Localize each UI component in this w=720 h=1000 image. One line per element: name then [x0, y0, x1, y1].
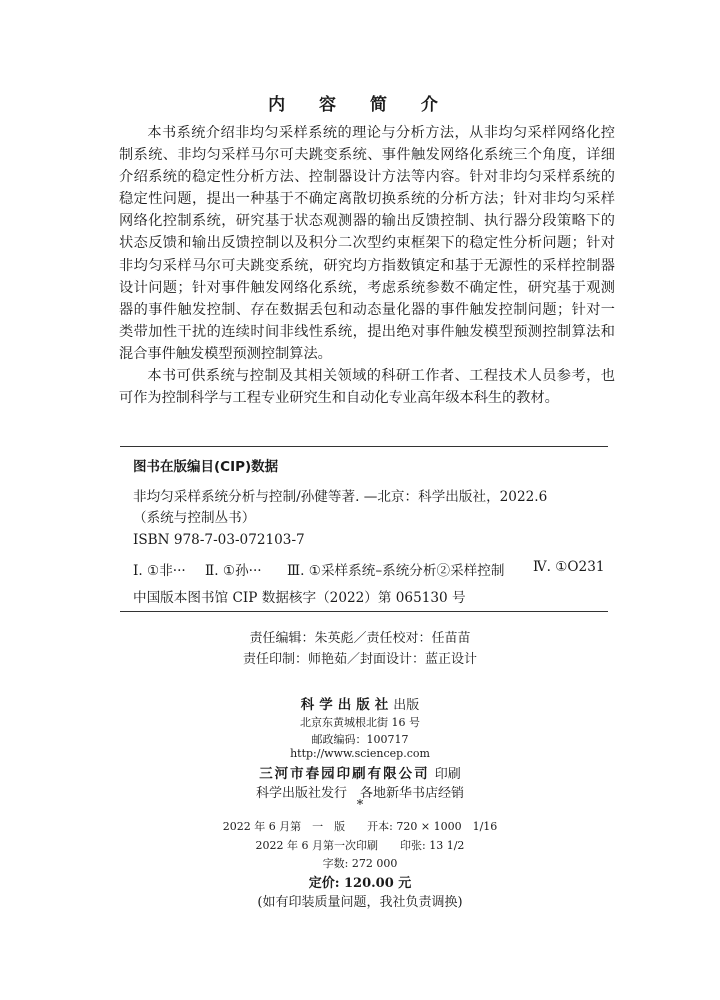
cip-title-line: 非均匀采样系统分析与控制/孙健等著. —北京：科学出版社，2022.6	[133, 489, 548, 505]
credits-production: 责任印制：师艳茹／封面设计：蓝正设计	[242, 652, 477, 667]
summary-paragraph: 本书系统介绍非均匀采样系统的理论与分析方法，从非均匀采样网络化控制系统、非均匀采样马尔可夫跳变系统、事件触发网络化系统三个角度，详细介绍系统的稳定性分析方法、控制器设计方法等内容。针对非均匀采样系统的稳定性问题，提出一种基于不确定离散切换系统的分析方法；针对非均匀采样网络化控制系统，研究基于状态观测器的输出反馈控制、执行器分段策略下的状态反馈和输出反馈控制以及积分二次型约束框架下的稳定性分析问题；针对非均匀采样马尔可夫跳变系统，研究均方指数镇定和基于无源性的采样控制器设计问题；针对事件触发网络化系统，考虑系统参数不确定性，研究基于观测器的事件触发控制、存在数据丢包和动态量化器的事件触发控制问题；针对一类带加性干扰的连续时间非线性系统，提出绝对事件触发模型预测控制算法和混合事件触发模型预测控制算法。	[119, 125, 615, 362]
cip-class-3: Ⅲ. ①采样系统–系统分析②采样控制	[287, 563, 505, 579]
publisher-postcode: 邮政编码：100717	[311, 733, 409, 746]
printer-line	[0, 762, 720, 782]
publisher-name: 科学出版社	[300, 697, 394, 713]
summary-paragraph: 本书可供系统与控制及其相关领域的科研工作者、工程技术人员参考，也可作为控制科学与工程专业研究生和自动化专业高年级本科生的教材。	[119, 368, 615, 407]
page-title: 内 容 简 介	[268, 95, 452, 115]
publisher-suffix: 出版	[393, 698, 420, 713]
price-value: 120.00 元	[344, 876, 412, 891]
separator-star: *	[356, 798, 364, 813]
price-line	[0, 872, 720, 891]
price-label: 定价:	[308, 876, 345, 891]
divider	[120, 446, 608, 447]
cip-class-1: Ⅰ. ①非···	[133, 563, 186, 579]
publisher-address: 北京东黄城根北街 16 号	[300, 716, 420, 729]
cip-heading: 图书在版编目(CIP)数据	[133, 459, 279, 475]
quality-note: (如有印装质量问题，我社负责调换)	[257, 895, 463, 910]
content-summary	[119, 122, 615, 409]
cip-class-2: Ⅱ. ①孙···	[205, 563, 262, 579]
printer-suffix: 印刷	[434, 767, 461, 782]
publisher-line	[0, 693, 720, 713]
credits-editors: 责任编辑：朱英彪／责任校对：任苗苗	[249, 631, 471, 646]
divider	[120, 611, 608, 612]
edition-line: 2022 年 6 月第 一 版 开本: 720 × 1000 1/16	[222, 820, 498, 833]
publisher-url: http://www.sciencep.com	[290, 747, 430, 760]
distribution-line: 科学出版社发行 各地新华书店经销	[255, 786, 464, 801]
cip-class-4: Ⅳ. ①O231	[533, 559, 605, 575]
word-count: 字数: 272 000	[322, 857, 398, 870]
cip-series-line: （系统与控制丛书）	[133, 510, 256, 526]
cip-core-number: 中国版本图书馆 CIP 数据核字（2022）第 065130 号	[133, 590, 466, 606]
printing-line: 2022 年 6 月第一次印刷 印张: 13 1/2	[255, 839, 465, 852]
printer-name: 三河市春园印刷有限公司	[259, 766, 430, 782]
cip-isbn: ISBN 978-7-03-072103-7	[133, 532, 305, 548]
